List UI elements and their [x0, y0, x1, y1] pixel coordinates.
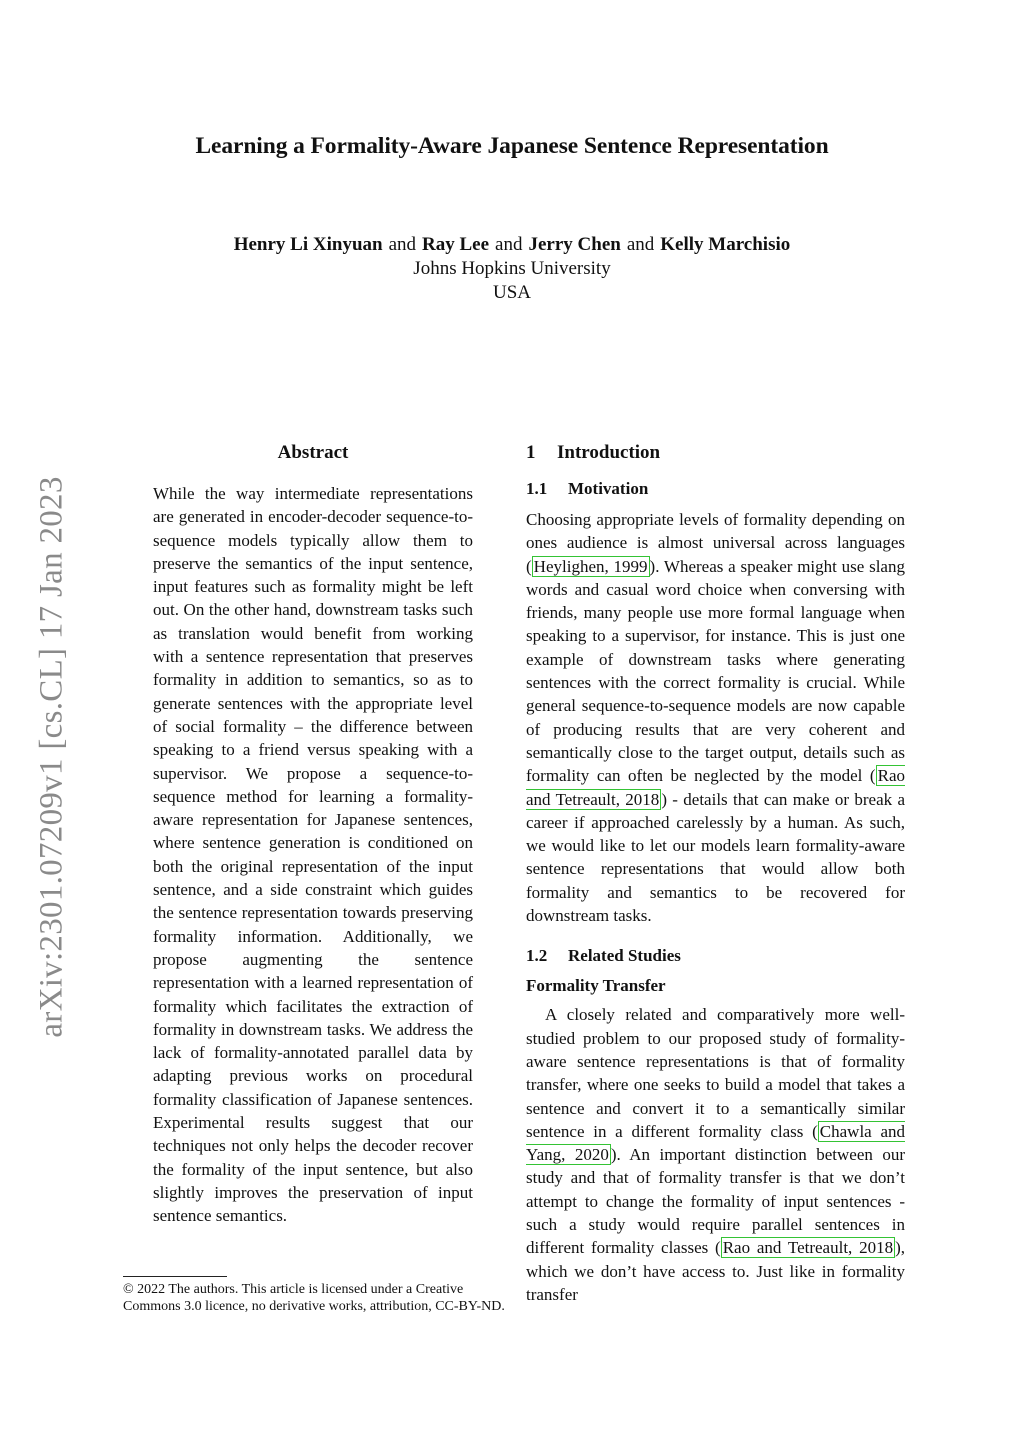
section-heading-introduction [526, 440, 905, 466]
text-run: ) - details that can make or break a career if approached carelessly by a human. As such, we would like to let our models learn formality-aware sentence representations that would allow both formality and semantics to be recovered for downstream tasks. [526, 789, 905, 926]
affiliation: Johns Hopkins University [413, 258, 611, 279]
text-run: Choosing appropriate levels of formality depending on ones audience is almost universal across languages ( [526, 510, 905, 576]
paper-title: Learning a Formality-Aware Japanese Sentence Representation [195, 133, 829, 159]
citation-link[interactable]: Chawla and Yang, 2020 [526, 1121, 905, 1165]
author-name: Ray Lee [422, 234, 490, 255]
author-line [0, 233, 1024, 257]
arxiv-identifier: arXiv:2301.07209v1 [cs.CL] 17 Jan 2023 [33, 476, 70, 1038]
section-title: Introduction [557, 442, 661, 463]
author-name: Jerry Chen [528, 234, 621, 255]
section-number: 1 [526, 442, 536, 463]
citation-link[interactable]: Heylighen, 1999 [533, 556, 648, 576]
author-connector: and [495, 234, 523, 255]
license-footnote: © 2022 The authors. This article is licensed under a Creative Commons 3.0 licence, no derivative works, attribution, CC-BY-ND. [123, 1282, 505, 1314]
citation-link[interactable]: Rao and Tetreault, 2018 [722, 1238, 894, 1258]
left-column [153, 440, 473, 1228]
text-run: ), which we don’t have access to. Just like in formality transfer [526, 1238, 905, 1304]
subsection-heading-related-studies [526, 945, 905, 967]
text-run: ). Whereas a speaker might use slang words and casual word choice when conversing with friends, many people use more formal language when speaking to a supervisor, for instance. This is just one example of downstream tasks where generating sentences with the correct formality is crucial. While general sequence-to-sequence models are now capable of producing results that are very coherent and semantically close to the target output, details such as formality can often be neglected by the model ( [526, 556, 905, 786]
subsection-title: Related Studies [568, 946, 681, 966]
citation-link[interactable]: Rao and Tetreault, 2018 [526, 766, 905, 809]
subsection-heading-motivation [526, 478, 905, 500]
country: USA [492, 282, 531, 303]
motivation-paragraph [526, 508, 905, 927]
abstract-heading: Abstract [277, 442, 349, 463]
author-connector: and [626, 234, 655, 255]
footnote-divider [123, 1276, 227, 1277]
subsection-number: 1.1 [526, 479, 548, 498]
author-name: Kelly Marchisio [660, 234, 791, 255]
arxiv-sidebar [32, 460, 72, 1055]
right-column [526, 440, 905, 1306]
subsection-title: Motivation [568, 479, 649, 498]
text-run: ). An important distinction between our study and that of formality transfer is that we don’t attempt to change the formality of input sentences - such a study would require parallel sentences in different formality classes ( [526, 1145, 905, 1258]
paragraph-heading-formality-transfer: Formality Transfer [526, 976, 666, 996]
author-block [0, 233, 1024, 305]
author-connector: and [388, 234, 417, 255]
text-run: A closely related and comparatively more well-studied problem to our proposed study of formality-aware sentence representations is that of formality transfer, where one seeks to build a model that takes a sentence and convert it to a semantically similar sentence in a different formality class ( [526, 1005, 905, 1141]
author-name: Henry Li Xinyuan [233, 234, 383, 255]
subsection-number: 1.2 [526, 946, 548, 966]
abstract-text: While the way intermediate representations are generated in encoder-decoder sequence-to-sequence models typically allow them to preserve the semantics of the input sentence, input features such as formality might be left out. On the other hand, downstream tasks such as translation would benefit from working with a sentence representation that preserves formality in addition to semantics, so as to generate sentences with the appropriate level of social formality – the difference between speaking to a friend versus speaking with a supervisor. We propose a sequence-to-sequence method for learning a formality-aware representation for Japanese sentences, where sentence generation is conditioned on both the original representation of the input sentence, and a side constraint which guides the sentence representation towards preserving formality information. Additionally, we propose augmenting the sentence representation with a learned representation of formality which facilitates the extraction of formality in downstream tasks. We address the lack of formality-annotated parallel data by adapting previous works on procedural formality classification of Japanese sentences. Experimental results suggest that our techniques not only helps the decoder recover the formality of the input sentence, but also slightly improves the preservation of input sentence semantics. [153, 484, 473, 1226]
related-studies-paragraph [526, 1003, 905, 1306]
